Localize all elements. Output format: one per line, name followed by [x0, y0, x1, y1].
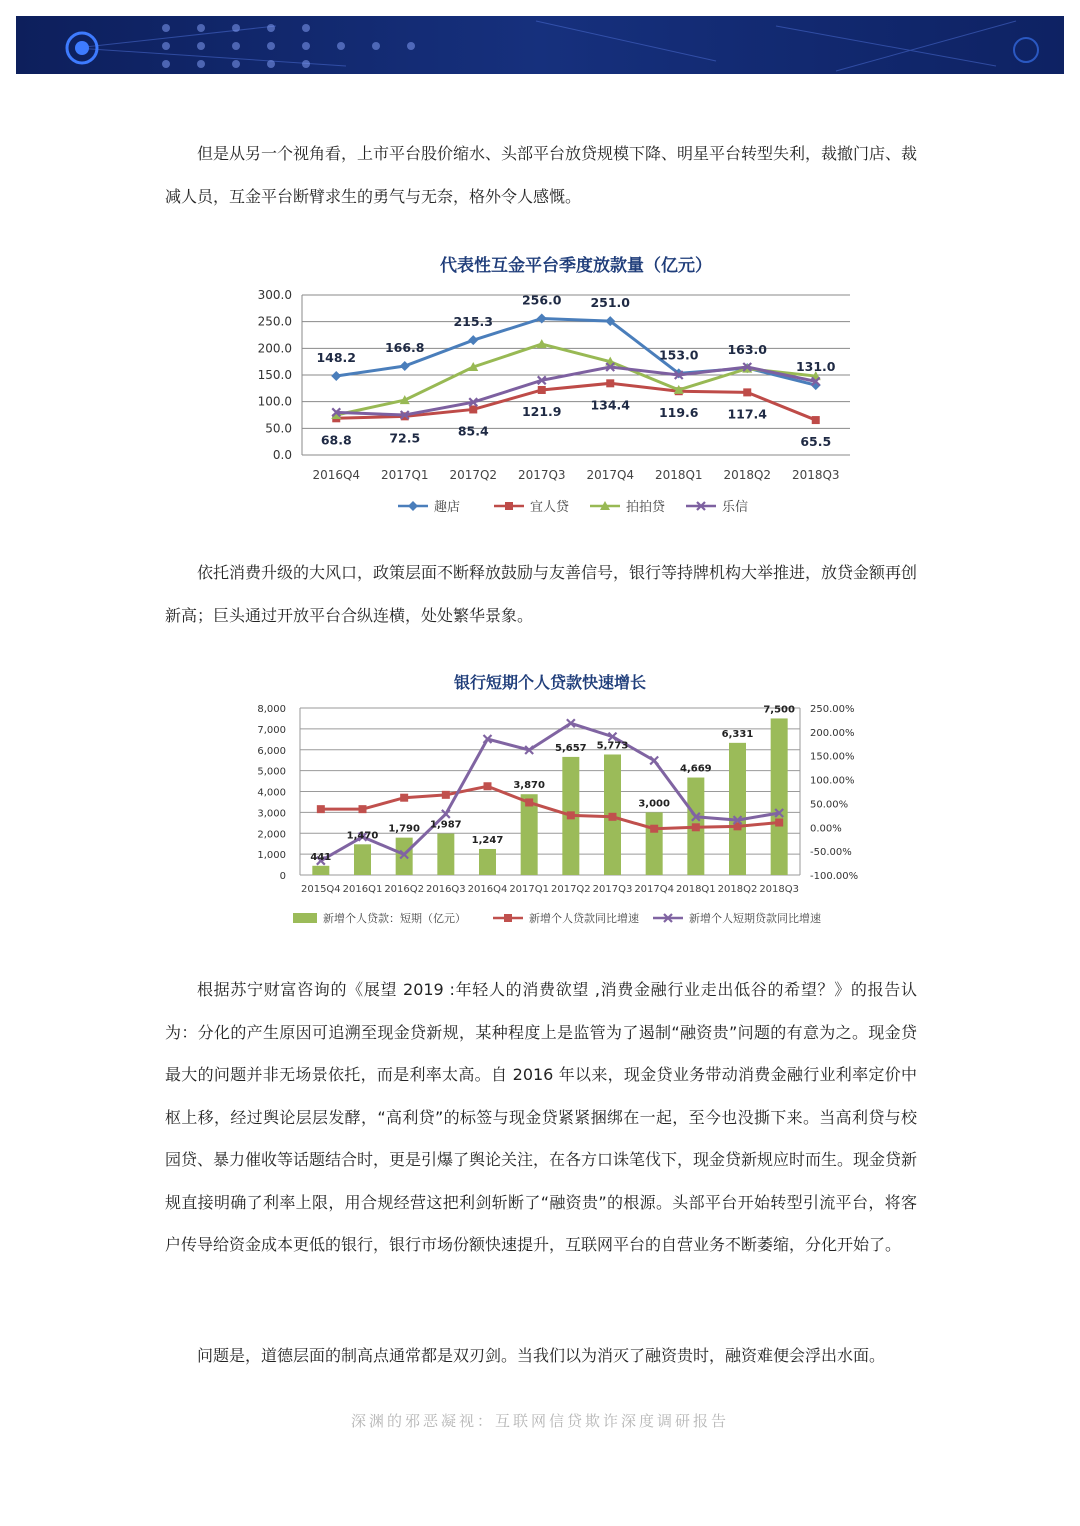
data-label: 119.6 [658, 405, 699, 421]
lending-volume-chart-svg [250, 245, 870, 525]
data-label: 1,987 [430, 819, 462, 831]
x-tick-label: 2017Q2 [449, 468, 498, 482]
data-label: 117.4 [727, 406, 768, 422]
data-point [317, 805, 325, 813]
y2-tick-label: -100.00% [810, 871, 859, 882]
y-tick-label: 150.0 [257, 368, 292, 382]
x-tick-label: 2016Q3 [425, 884, 466, 895]
bar [312, 866, 329, 875]
x-tick-label: 2017Q4 [634, 884, 675, 895]
legend-label: 新增个人贷款：短期（亿元） [323, 912, 466, 925]
x-tick-label: 2017Q3 [592, 884, 633, 895]
legend-swatch [293, 913, 317, 923]
lending-volume-chart [250, 245, 870, 529]
bank-loan-chart [245, 663, 880, 939]
x-tick-label: 2017Q1 [509, 884, 550, 895]
bar [354, 844, 371, 875]
data-label: 251.0 [590, 295, 631, 311]
y-tick-label: 250.0 [257, 314, 292, 329]
data-point [692, 823, 700, 831]
data-label: 72.5 [389, 430, 421, 446]
legend-label: 拍拍贷 [626, 500, 666, 515]
data-point [650, 825, 658, 833]
data-label: 3,870 [513, 780, 545, 792]
legend-label: 新增个人短期贷款同比增速 [689, 912, 821, 925]
data-point [331, 371, 341, 381]
bar [437, 834, 454, 875]
data-label: 1,247 [471, 834, 504, 846]
paragraph-3: 根据苏宁财富咨询的《展望 2019 :年轻人的消费欲望 ,消费金融行业走出低谷的希望？》的报告认为：分化的产生原因可追溯至现金贷新规，某种程度上是监管为了遏制“融资贵”问题的有意为之。现金贷最大的问题并非无场景依托，而是利率太高。自 2016 年以来，现金贷业务带动消费金融行业利率定价中枢上移，经过舆论层层发酵，“高利贷”的标签与现金贷紧紧捆绑在一起，至今也没撕下来。当高利贷与校园贷、暴力催收等话题结合时，更是引爆了舆论关注，在各方口诛笔伐下，现金贷新规应时而生。现金贷新规直接明确了利率上限，用合规经营这把利剑斩断了“融资贵”的根源。头部平台开始转型引流平台，将客户传导给资金成本更低的银行，银行市场份额快速提升，互联网平台的自营业务不断萎缩，分化开始了。 [165, 980, 918, 1254]
x-tick-label: 2015Q4 [300, 884, 341, 895]
data-point [606, 379, 614, 387]
x-tick-label: 2016Q4 [312, 468, 361, 482]
y-tick-label: 2,000 [257, 829, 286, 841]
y2-tick-label: 150.00% [810, 751, 855, 763]
data-label: 1,470 [346, 830, 379, 842]
legend-label: 宜人贷 [530, 500, 570, 515]
y-tick-label: 6,000 [257, 745, 286, 757]
header-banner [16, 16, 1064, 74]
data-label: 85.4 [457, 423, 489, 439]
y-tick-label: 7,000 [257, 724, 286, 736]
data-label: 256.0 [521, 292, 562, 308]
data-point [775, 819, 783, 827]
data-label: 121.9 [521, 403, 562, 419]
data-point [743, 388, 751, 396]
bar [646, 812, 663, 875]
x-tick-label: 2017Q4 [586, 468, 635, 482]
x-tick-label: 2017Q3 [517, 468, 566, 482]
y2-tick-label: 0.00% [810, 823, 842, 835]
data-label: 3,000 [638, 798, 670, 810]
data-label: 441 [310, 851, 332, 863]
y-tick-label: 1,000 [257, 850, 286, 862]
footer-title: 深渊的邪恶凝视：互联网信贷欺诈深度调研报告 [350, 1412, 729, 1430]
data-label: 4,669 [680, 763, 712, 775]
legend-label: 乐信 [722, 500, 749, 515]
circuit-pattern-icon [16, 16, 1064, 74]
y-tick-label: 4,000 [257, 787, 286, 799]
data-point [484, 782, 492, 790]
data-label: 5,773 [596, 740, 629, 752]
paragraph-4: 问题是，道德层面的制高点通常都是双刃剑。当我们以为消灭了融资贵时，融资难便会浮出水面。 [197, 1346, 886, 1365]
x-tick-label: 2018Q1 [675, 884, 716, 895]
data-point [468, 335, 478, 345]
bar [396, 838, 413, 875]
data-label: 163.0 [727, 342, 768, 358]
y2-tick-label: 50.00% [810, 799, 849, 811]
paragraph-1: 但是从另一个视角看，上市平台股价缩水、头部平台放贷规模下降、明星平台转型失利，裁撤门店、裁减人员，互金平台断臂求生的勇气与无奈，格外令人感慨。 [165, 144, 918, 206]
data-label: 65.5 [800, 434, 832, 450]
data-point [567, 811, 575, 819]
y2-tick-label: -50.00% [810, 847, 852, 859]
y-tick-label: 300.0 [257, 288, 292, 302]
data-point [538, 386, 546, 394]
x-tick-label: 2018Q3 [759, 884, 800, 895]
legend-marker [408, 501, 418, 511]
x-tick-label: 2016Q1 [342, 884, 383, 895]
legend-label: 新增个人贷款同比增速 [529, 912, 639, 925]
bank-loan-chart-svg [245, 663, 880, 935]
y-tick-label: 200.0 [257, 341, 292, 356]
data-label: 166.8 [384, 340, 425, 356]
data-label: 1,790 [388, 823, 420, 835]
x-tick-label: 2016Q2 [384, 884, 425, 895]
chart-title: 银行短期个人贷款快速增长 [453, 673, 647, 692]
data-point [359, 805, 367, 813]
data-point [442, 791, 450, 799]
data-label: 148.2 [316, 349, 357, 365]
data-point [400, 361, 410, 371]
y-tick-label: 5,000 [257, 766, 286, 778]
legend-marker [505, 502, 513, 510]
bar [479, 849, 496, 875]
data-label: 68.8 [320, 432, 352, 448]
x-tick-label: 2018Q1 [654, 468, 703, 482]
y2-tick-label: 250.00% [810, 704, 855, 715]
data-label: 153.0 [658, 347, 699, 363]
y-tick-label: 50.0 [265, 421, 292, 436]
data-label: 5,657 [555, 742, 587, 754]
data-point [469, 405, 477, 413]
y-tick-label: 0 [279, 871, 286, 882]
x-tick-label: 2017Q1 [380, 468, 429, 482]
legend-label: 趣店 [434, 500, 461, 515]
legend-marker [504, 914, 512, 922]
y-tick-label: 8,000 [257, 704, 286, 715]
bar [729, 743, 746, 875]
y2-tick-label: 100.00% [810, 775, 855, 787]
data-label: 6,331 [721, 728, 754, 740]
data-point [812, 416, 820, 424]
data-point [400, 794, 408, 802]
data-label: 131.0 [795, 359, 836, 375]
paragraph-2: 依托消费升级的大风口，政策层面不断释放鼓励与友善信号，银行等持牌机构大举推进，放贷金额再创新高；巨头通过开放平台合纵连横，处处繁华景象。 [165, 563, 918, 625]
x-tick-label: 2016Q4 [467, 884, 508, 895]
data-point [609, 813, 617, 821]
data-point [525, 798, 533, 806]
x-tick-label: 2018Q3 [791, 468, 840, 482]
y2-tick-label: 200.00% [810, 727, 855, 739]
chart-title: 代表性互金平台季度放款量（亿元） [440, 256, 712, 276]
data-label: 134.4 [590, 397, 631, 413]
x-tick-label: 2018Q2 [717, 884, 758, 895]
y-tick-label: 3,000 [257, 808, 286, 820]
data-label: 215.3 [453, 314, 494, 330]
bar [771, 718, 788, 875]
y-tick-label: 0.0 [272, 448, 292, 462]
x-tick-label: 2018Q2 [723, 468, 772, 482]
x-tick-label: 2017Q2 [550, 884, 591, 895]
data-label: 7,500 [763, 704, 795, 716]
series-line [321, 786, 779, 828]
y-tick-label: 100.0 [257, 394, 292, 409]
